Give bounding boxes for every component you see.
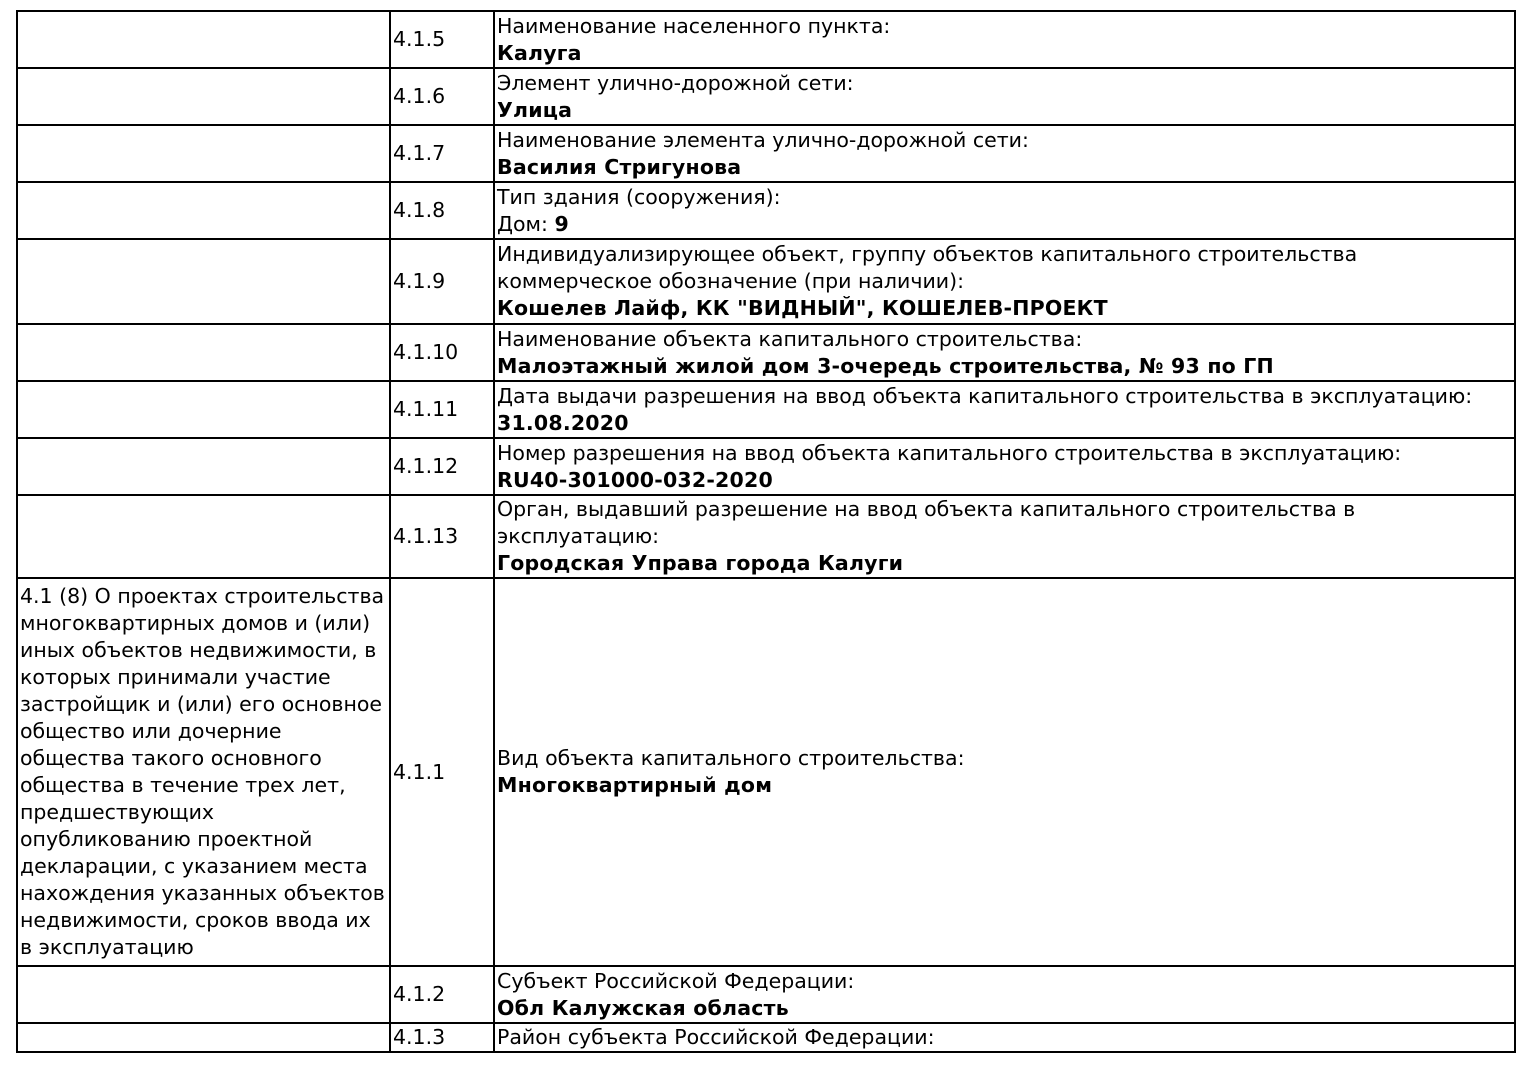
item-value: Городская Управа города Калуги: [497, 551, 904, 575]
section-cell: [17, 68, 390, 125]
section-cell: [17, 239, 390, 324]
section-cell: [17, 11, 390, 68]
table-row: [17, 182, 1515, 239]
item-code: 4.1.6: [390, 68, 494, 125]
item-code: 4.1.2: [390, 966, 494, 1023]
item-label: Дата выдачи разрешения на ввод объекта капитального строительства в эксплуатацию:: [497, 383, 1473, 408]
table-row: [17, 239, 1515, 324]
item-label: Наименование населенного пункта:: [497, 13, 891, 38]
item-content: [494, 1023, 1515, 1052]
item-label: Вид объекта капитального строительства:: [497, 746, 965, 770]
item-code: 4.1.7: [390, 125, 494, 182]
item-code: 4.1.8: [390, 182, 494, 239]
item-value: Обл Калужская область: [497, 995, 789, 1020]
item-code: 4.1.12: [390, 438, 494, 495]
item-value: Кошелев Лайф, КК "ВИДНЫЙ", КОШЕЛЕВ-ПРОЕКТ: [497, 296, 1108, 320]
table-row: [17, 381, 1515, 438]
item-content: [494, 438, 1515, 495]
table-row: [17, 125, 1515, 182]
table-row: [17, 966, 1515, 1023]
table-row: [17, 11, 1515, 68]
table-row: [17, 324, 1515, 381]
item-value: 9: [554, 211, 569, 236]
item-code: 4.1.5: [390, 11, 494, 68]
section-cell: [17, 1023, 390, 1052]
section-cell: [17, 438, 390, 495]
item-label: Орган, выдавший разрешение на ввод объекта капитального строительства в эксплуатацию:: [497, 497, 1356, 548]
table-row: [17, 1023, 1515, 1052]
item-value: Улица: [497, 97, 573, 122]
section-cell: [17, 381, 390, 438]
section-cell: [17, 182, 390, 239]
item-value: Калуга: [497, 40, 582, 65]
item-code: 4.1.9: [390, 239, 494, 324]
item-content: [494, 68, 1515, 125]
item-content: [494, 324, 1515, 381]
item-content: [494, 182, 1515, 239]
section-cell: [17, 966, 390, 1023]
item-label: Наименование объекта капитального строительства:: [497, 326, 1083, 351]
item-code: 4.1.10: [390, 324, 494, 381]
table-row: [17, 68, 1515, 125]
table-row: [17, 495, 1515, 578]
item-code: 4.1.3: [390, 1023, 494, 1052]
table-row: [17, 438, 1515, 495]
item-content: [494, 239, 1515, 324]
item-content: [494, 966, 1515, 1023]
section-cell: [17, 324, 390, 381]
item-label: Тип здания (сооружения):: [497, 184, 781, 209]
item-value: 31.08.2020: [497, 410, 629, 435]
item-label: Элемент улично-дорожной сети:: [497, 70, 854, 95]
item-code: 4.1.1: [390, 578, 494, 966]
item-code: 4.1.13: [390, 495, 494, 578]
item-content: [494, 495, 1515, 578]
item-value-prefix: Дом:: [497, 211, 555, 236]
item-value: Василия Стригунова: [497, 154, 742, 179]
item-label: Наименование элемента улично-дорожной сети:: [497, 127, 1029, 152]
item-value-line: [497, 212, 569, 236]
item-value: Малоэтажный жилой дом 3-очередь строительства, № 93 по ГП: [497, 353, 1274, 378]
item-label: Индивидуализирующее объект, группу объектов капитального строительства коммерческое обозначение (при наличии):: [497, 242, 1358, 293]
section-cell: [17, 125, 390, 182]
section-cell: [17, 495, 390, 578]
item-value: RU40-301000-032-2020: [497, 467, 773, 492]
item-code: 4.1.11: [390, 381, 494, 438]
item-content: [494, 11, 1515, 68]
item-label: Номер разрешения на ввод объекта капитального строительства в эксплуатацию:: [497, 440, 1402, 465]
item-label: Район субъекта Российской Федерации:: [497, 1025, 935, 1049]
declaration-table: [16, 10, 1516, 1053]
section-cell: 4.1 (8) О проектах строительства многоквартирных домов и (или) иных объектов недвижимости, в которых принимали участие застройщик и (или) его основное общество или дочерние общества такого основного общества в течение трех лет, предшествующих опубликованию проектной декларации, с указанием места нахождения указанных объектов недвижимости, сроков ввода их в эксплуатацию: [17, 578, 390, 966]
item-content: [494, 381, 1515, 438]
item-content: [494, 125, 1515, 182]
table-row: [17, 578, 1515, 966]
item-value: Многоквартирный дом: [497, 773, 773, 797]
item-content: [494, 578, 1515, 966]
item-label: Субъект Российской Федерации:: [497, 968, 855, 993]
